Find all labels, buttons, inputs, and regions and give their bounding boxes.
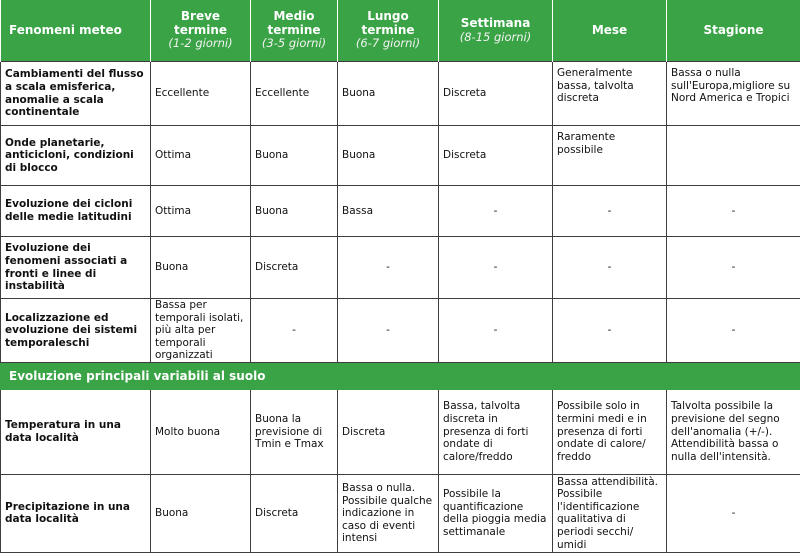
table-cell: - <box>439 299 553 363</box>
table-cell: Bassa <box>338 186 439 237</box>
table-cell: - <box>251 299 338 363</box>
table-cell: Bassa o nulla. Possibile qualche indicazione in caso di eventi intensi <box>338 474 439 552</box>
section-title: Evoluzione principali variabili al suolo <box>1 362 800 389</box>
header-season: Stagione <box>667 0 800 62</box>
row-label: Precipitazione in una data località <box>1 474 151 552</box>
table-cell: - <box>439 237 553 299</box>
table-cell: Buona <box>251 186 338 237</box>
table-cell: Bassa, talvolta discreta in presenza di forti ondate di calore/freddo <box>439 389 553 474</box>
table-cell: Possibile solo in termini medi e in presenza di forti ondate di calore/ freddo <box>553 389 667 474</box>
table-cell: Ottima <box>151 126 251 186</box>
table-cell: Ottima <box>151 186 251 237</box>
table-cell: - <box>667 474 800 552</box>
header-week: Settimana (8-15 giorni) <box>439 0 553 62</box>
table-cell: - <box>338 299 439 363</box>
table-cell: Buona <box>338 126 439 186</box>
row-label: Temperatura in una data località <box>1 389 151 474</box>
header-row <box>1 0 800 62</box>
table-cell: Buona <box>151 237 251 299</box>
row-label: Evoluzione dei fenomeni associati a fronti e linee di instabilità <box>1 237 151 299</box>
table-cell: Talvolta possibile la previsione del segno dell'anomalia (+/-). Attendibilità bassa o nulla dell'intensità. <box>667 389 800 474</box>
table-cell: Possibile la quantificazione della pioggia media settimanale <box>439 474 553 552</box>
table-cell: Buona <box>338 62 439 126</box>
table-cell: Eccellente <box>151 62 251 126</box>
table-cell: - <box>338 237 439 299</box>
row-label: Cambiamenti del flusso a scala emisferica, anomalie a scala continentale <box>1 62 151 126</box>
table-row <box>1 237 800 299</box>
row-label: Onde planetarie, anticicloni, condizioni di blocco <box>1 126 151 186</box>
table-row <box>1 474 800 552</box>
table-cell: - <box>553 299 667 363</box>
header-month: Mese <box>553 0 667 62</box>
table-cell: Molto buona <box>151 389 251 474</box>
table-cell: Discreta <box>251 474 338 552</box>
section-header-row <box>1 362 800 389</box>
table-cell: Raramente possibile <box>553 126 667 186</box>
table-cell: - <box>553 186 667 237</box>
table-cell: Buona la previsione di Tmin e Tmax <box>251 389 338 474</box>
table-row <box>1 299 800 363</box>
table-row <box>1 62 800 126</box>
table-cell: Generalmente bassa, talvolta discreta <box>553 62 667 126</box>
table-cell: Discreta <box>439 62 553 126</box>
header-long-term: Lungo termine (6-7 giorni) <box>338 0 439 62</box>
table-cell: Bassa o nulla sull'Europa,migliore su Nord America e Tropici <box>667 62 800 126</box>
row-label: Evoluzione dei cicloni delle medie latitudini <box>1 186 151 237</box>
table-cell: Bassa per temporali isolati, più alta per temporali organizzati <box>151 299 251 363</box>
table-row <box>1 126 800 186</box>
table-cell: Discreta <box>338 389 439 474</box>
table-cell: - <box>439 186 553 237</box>
table-cell: Buona <box>251 126 338 186</box>
table-cell: Buona <box>151 474 251 552</box>
table-cell: - <box>667 186 800 237</box>
table-cell <box>667 126 800 186</box>
table-row <box>1 186 800 237</box>
table-cell: - <box>553 237 667 299</box>
table-cell: Discreta <box>439 126 553 186</box>
table-cell: - <box>667 299 800 363</box>
header-short-term: Breve termine (1-2 giorni) <box>151 0 251 62</box>
row-label: Localizzazione ed evoluzione dei sistemi temporaleschi <box>1 299 151 363</box>
header-medium-term: Medio termine (3-5 giorni) <box>251 0 338 62</box>
header-phenomena: Fenomeni meteo <box>1 0 151 62</box>
table-cell: Bassa attendibilità. Possibile l'identificazione qualitativa di periodi secchi/ umidi <box>553 474 667 552</box>
table-cell: Discreta <box>251 237 338 299</box>
table-cell: Eccellente <box>251 62 338 126</box>
table-cell: - <box>667 237 800 299</box>
table-row <box>1 389 800 474</box>
